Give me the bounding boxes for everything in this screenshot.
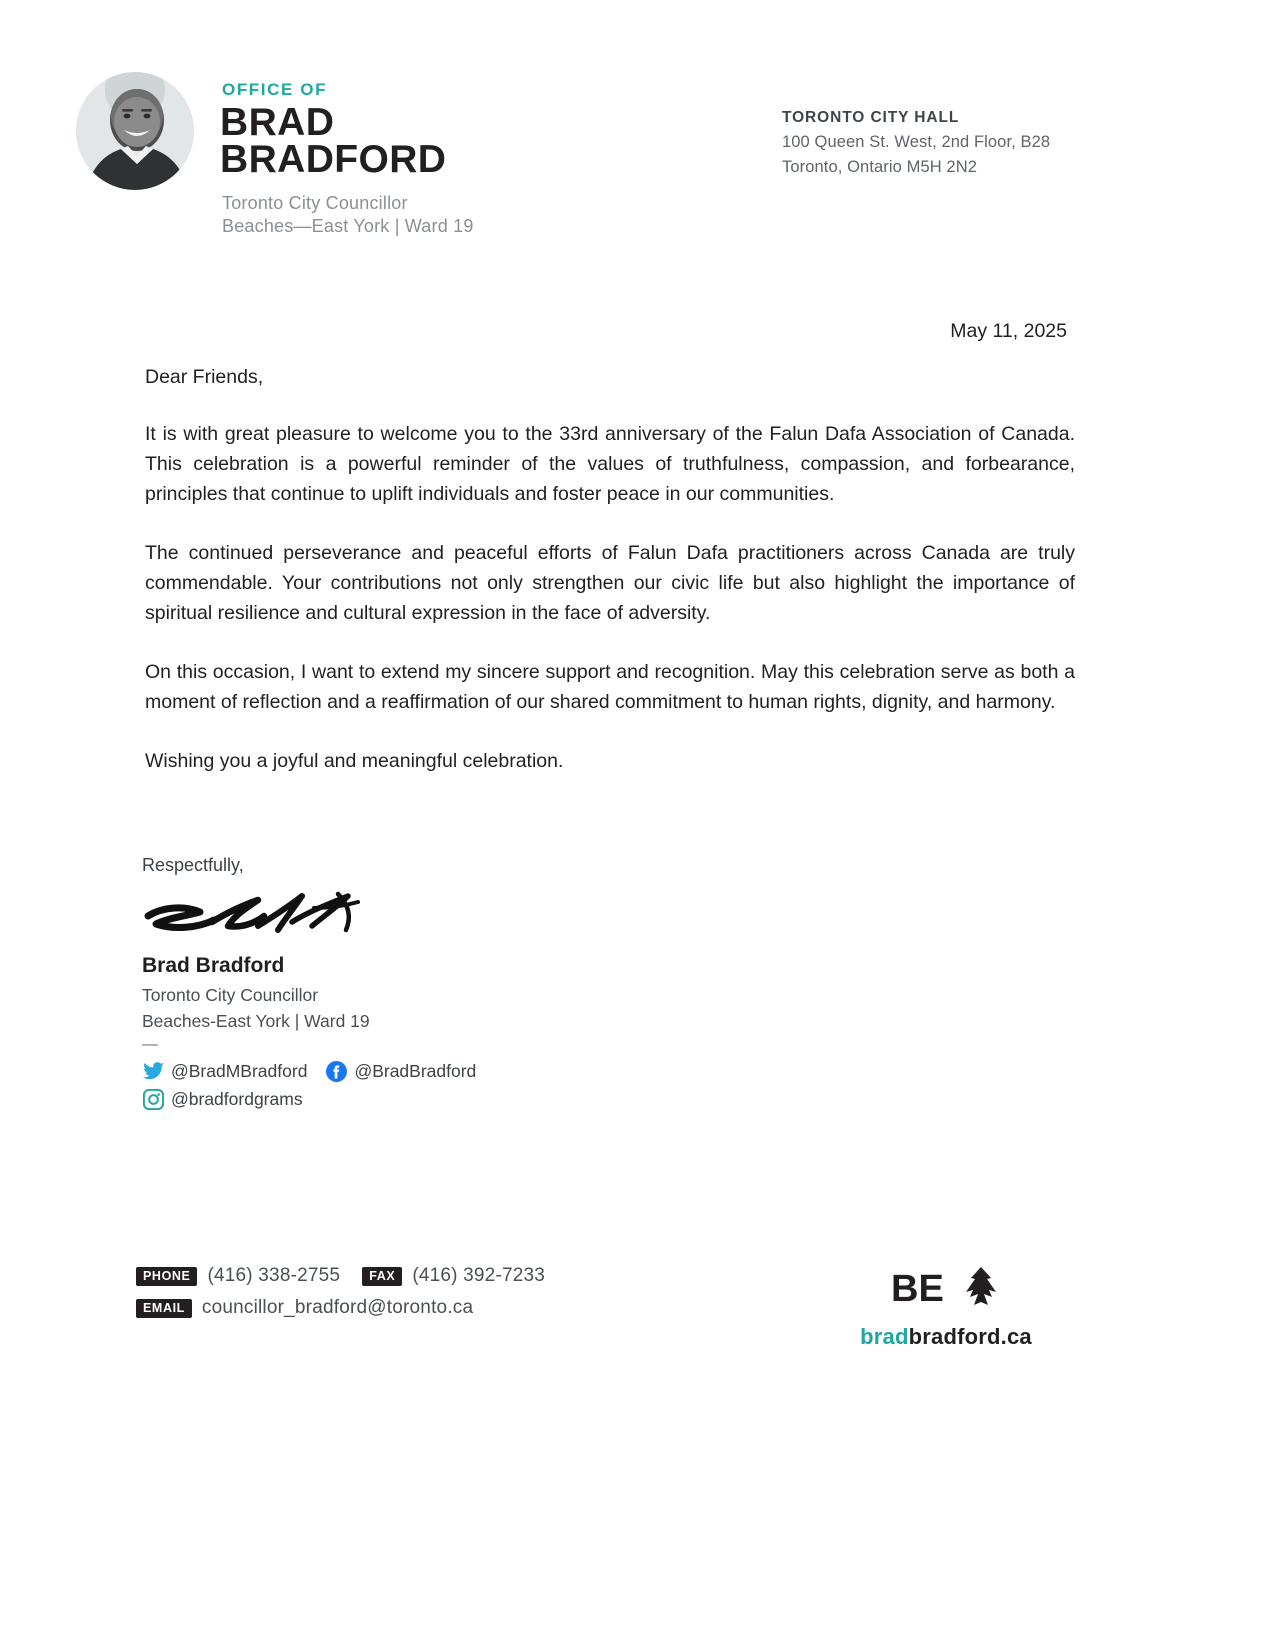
social-links [142,1060,760,1110]
address-line-2: Toronto, Ontario M5H 2N2 [782,158,977,176]
address-line-1: 100 Queen St. West, 2nd Floor, B28 [782,133,1051,151]
councillor-role: Toronto City Councillor [222,193,408,213]
phone-label: PHONE [136,1267,197,1286]
signature-divider: — [142,1036,158,1053]
paragraph-3: On this occasion, I want to extend my sincere support and recognition. May this celebration serve as both a moment of reflection and a reaffirmation of our shared commitment to human rights, dignity, and harmony. [145,661,1075,713]
instagram-handle-text: @bradfordgrams [171,1088,303,1109]
address-title: TORONTO CITY HALL [782,109,960,126]
instagram-icon [142,1088,164,1110]
twitter-handle[interactable] [142,1060,307,1082]
letter-body [145,366,1075,805]
facebook-icon [325,1060,347,1082]
social-row-2 [142,1088,760,1110]
signer-name: Brad Bradford [142,954,285,977]
footer-contact [136,1265,567,1329]
footer-brand [816,1265,1076,1350]
social-row-1 [142,1060,760,1082]
councillor-name [220,101,447,181]
paragraph-4: Wishing you a joyful and meaningful celebration. [145,750,564,772]
twitter-icon [142,1060,164,1082]
fax-number: (416) 392-7233 [412,1265,546,1286]
letter-date: May 11, 2025 [950,320,1067,342]
councillor-last-name: BRADFORD [220,138,447,181]
signer-title [142,982,760,1034]
salutation: Dear Friends, [145,366,264,388]
avatar [76,72,194,190]
paragraph-2: The continued perseverance and peaceful efforts of Falun Dafa practitioners across Canada are truly commendable. Your contributions not only strengthen our civic life but also highlight the importance of spiritual resilience and cultural expression in the face of adversity. [145,542,1075,624]
footer [0,1265,1275,1405]
facebook-handle[interactable] [325,1060,476,1082]
website-text[interactable] [816,1324,1076,1350]
office-of-label: OFFICE OF [222,80,328,99]
svg-text:BE: BE [891,1268,944,1310]
signer-role: Toronto City Councillor [142,985,319,1005]
website-part-1: brad [860,1324,909,1349]
councillor-title [222,192,474,238]
signature-block [140,855,760,1116]
email-label: EMAIL [136,1299,192,1318]
footer-email-row [136,1297,567,1319]
signer-ward: Beaches-East York | Ward 19 [142,1011,370,1031]
councillor-first-name: BRAD [220,101,335,144]
paragraph-1: It is with great pleasure to welcome you to the 33rd anniversary of the Falun Dafa Association of Canada. This celebration is a powerful reminder of the values of truthfulness, compassion, and forbearance, principles that continue to uplift individuals and foster peace in our communities. [145,423,1075,505]
instagram-handle[interactable] [142,1088,303,1110]
office-address [782,105,1050,180]
website-part-2: bradford.ca [908,1324,1032,1349]
closing-line: Respectfully, [142,855,244,875]
fax-label: FAX [362,1267,402,1286]
letterhead [0,0,1275,260]
footer-phone-row [136,1265,567,1287]
email-address[interactable]: councillor_bradford@toronto.ca [201,1297,474,1318]
handwritten-signature [142,882,760,944]
councillor-ward: Beaches—East York | Ward 19 [222,216,474,236]
facebook-handle-text: @BradBradford [354,1060,477,1081]
phone-number: (416) 338-2755 [207,1265,341,1286]
be-leaf-logo [816,1265,1076,1318]
twitter-handle-text: @BradMBradford [171,1060,308,1081]
